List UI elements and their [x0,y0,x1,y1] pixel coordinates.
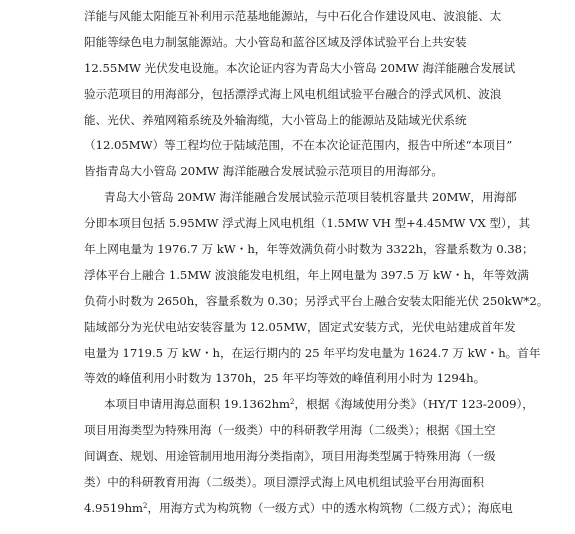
text-line [84,500,513,516]
text-line: 能、光伏、养殖网箱系统及外输海缆，大小管岛上的能源站及陆域光伏系统 [84,113,467,127]
text-line: 年上网电量为 1976.7 万 kW・h，年等效满负荷小时数为 3322h，容量系数为 0.38； [84,242,534,256]
text-line: 验示范项目的用海部分，包括漂浮式海上风电机组试验平台融合的浮式风机、波浪 [84,87,502,101]
text-line [104,396,534,412]
text-line: 电量为 1719.5 万 kW・h，在运行期内的 25 年平均发电量为 1624.7 万 kW・h。首年 [84,346,541,360]
superscript: 2 [290,398,295,406]
text-line: 浮体平台上融合 1.5MW 波浪能发电机组，年上网电量为 397.5 万 kW・h，年等效满 [84,268,529,282]
text-line: 皆指青岛大小管岛 20MW 海洋能融合发展试验示范项目的用海部分。 [84,164,443,178]
text-run: 本项目申请用海总面积 19.1362hm [104,397,291,411]
text-run: ，根据《海域使用分类》（HY/T 123-2009）， [294,397,534,411]
text-line: 等效的峰值利用小时数为 1370h，25 年平均等效的峰值利用小时为 1294h。 [84,371,486,385]
text-line: 阳能等绿色电力制氢能源站。大小管岛和蓝谷区域及浮体试验平台上共安装 [84,35,467,49]
text-run: ，用海方式为构筑物（一级方式）中的透水构筑物（二级方式）；海底电 [147,501,513,515]
text-line: 陆域部分为光伏电站安装容量为 12.05MW，固定式安装方式，光伏电站建成首年发 [84,320,516,334]
text-line: 项目用海类型为特殊用海（一级类）中的科研教学用海（二级类）；根据《国土空 [84,423,496,437]
text-line: 分即本项目包括 5.95MW 浮式海上风电机组（1.5MW VH 型+4.45MW VX 型），其 [84,216,531,230]
text-line: （12.05MW）等工程均位于陆域范围，不在本次论证范围内，报告中所述“本项目” [84,138,513,152]
text-line: 类）中的科研教育用海（二级类）。项目漂浮式海上风电机组试验平台用海面积 [84,475,484,489]
text-line: 间调查、规划、用途管制用地用海分类指南》，项目用海类型属于特殊用海（一级 [84,449,496,463]
text-line: 青岛大小管岛 20MW 海洋能融合发展试验示范项目装机容量共 20MW，用海部 [104,190,517,204]
text-line: 12.55MW 光伏发电设施。本次论证内容为青岛大小管岛 20MW 海洋能融合发展试 [84,61,516,75]
text-line: 洋能与风能太阳能互补利用示范基地能源站，与中石化合作建设风电、波浪能、太 [84,9,502,23]
text-run: 4.9519hm [84,501,144,515]
text-line: 负荷小时数为 2650h，容量系数为 0.30；另浮式平台上融合安装太阳能光伏 250kW*2。 [84,294,549,308]
superscript: 2 [143,502,148,510]
